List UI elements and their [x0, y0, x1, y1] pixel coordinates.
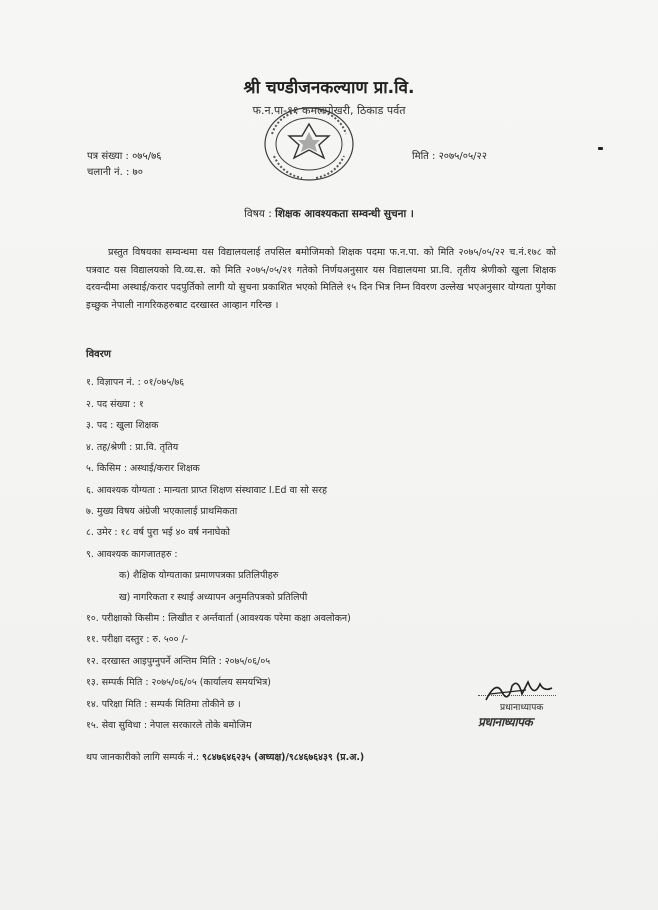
signature-line — [478, 695, 556, 696]
contact-prefix: थप जानकारीको लागि सम्पर्क नं.: — [86, 752, 200, 763]
subject-line — [0, 207, 658, 221]
body-paragraph: प्रस्तुत विषयका सम्वन्धमा यस विद्यालयलाई तपसिल बमोजिमको शिक्षक पदमा फ.न.पा. को मिति २०७५/०५/२२ च.नं.१७८ को पत्रवाट यस विद्यालयको वि.व्य.स. को मिति २०७५/०५/२१ गतेको निर्णयअनुसार यस विद्यालयमा प्रा.वि. तृतीय श्रेणीको खुला शिक्षक दरवन्दीमा अस्थाई/करार पदपुर्तिको लागी यो सुचना प्रकाशित भएको मितिले १५ दिन भित्र निम्न विवरण उल्लेख भएअनुसार योग्यता पुगेका इच्छुक नेपाली नागरिकहरुबाट दरखास्त आव्हान गरिन्छ । — [86, 247, 556, 311]
document-subitem: ख) नागरिकता र स्थाई अध्यापन अनुमतिपत्रको प्रतिलिपी — [119, 592, 308, 603]
letter-date: मिति : २०७५/०५/२२ — [412, 151, 487, 162]
detail-item: १३. सम्पर्क मिति : २०७५/०६/०५ (कार्यालय समयभित्र) — [86, 677, 271, 688]
school-address: फ.न.पा-११ कमलपोखरी, ठिकाड पर्वत — [252, 104, 406, 117]
detail-item: १४. परिक्षा मिति : सम्पर्क मितिमा तोकीने छ । — [86, 699, 241, 710]
contact-numbers: ९८४७६४६२३५ (अध्यक्ष)/९८४६७६४३९ (प्र.अ.) — [202, 752, 365, 763]
detail-item: १२. दरखास्त आइपुग्नुपर्ने अन्तिम मिति : २०७५/०६/०५ — [86, 656, 271, 667]
subject-text: शिक्षक आवश्यकता सम्वन्धी सुचना । — [275, 208, 414, 220]
detail-item: १. विज्ञापन नं. : ०१/०७५/७६ — [86, 377, 185, 388]
detail-item: १५. सेवा सुविधा : नेपाल सरकारले तोके बमोजिम — [86, 720, 252, 731]
principal-stamp: प्रधानाध्यापक — [478, 715, 533, 729]
school-seal-icon — [258, 104, 360, 184]
detail-item: १०. परीक्षाको किसीम : लिखीत र अर्न्तवार्ता (आवश्यक परेमा कक्षा अवलोकन) — [86, 613, 351, 624]
ink-mark — [598, 147, 603, 150]
document-subitem: क) शैक्षिक योग्यताका प्रमाणपत्रका प्रतिलिपीहरु — [119, 570, 279, 581]
detail-item: ८. उमेर : १८ वर्ष पुरा भई ४० वर्ष ननाघेको — [86, 527, 230, 538]
details-heading: विवरण — [86, 349, 112, 360]
detail-item: २. पद संख्या : १ — [86, 399, 144, 410]
contact-line — [86, 750, 364, 763]
principal-label: प्रधानाध्यापक — [500, 703, 544, 713]
detail-item: ९. आवश्यक कागजातहरु : — [86, 549, 178, 560]
detail-item: ६. आवश्यक योग्यता : मान्यता प्राप्त शिक्षण संस्थावाट I.Ed वा सो सरह — [86, 485, 327, 496]
detail-item: ११. परीक्षा दस्तुर : रु. ५०० /- — [86, 634, 189, 645]
dispatch-number: चलानी नं. : ७० — [87, 167, 143, 178]
detail-item: ५. किसिम : अस्थाई/करार शिक्षक — [86, 463, 200, 474]
detail-item: ३. पद : खुला शिक्षक — [86, 420, 159, 431]
letter-number: पत्र संख्या : ०७५/७६ — [87, 151, 162, 162]
subject-label: विषय : — [244, 208, 272, 220]
detail-item: ४. तह/श्रेणी : प्रा.वि. तृतिय — [86, 442, 179, 453]
detail-item: ७. मुख्य विषय अंग्रेजी भएकालाई प्राथमिकता — [86, 506, 238, 517]
school-name: श्री चण्डीजनकल्याण प्रा.वि. — [243, 78, 415, 98]
